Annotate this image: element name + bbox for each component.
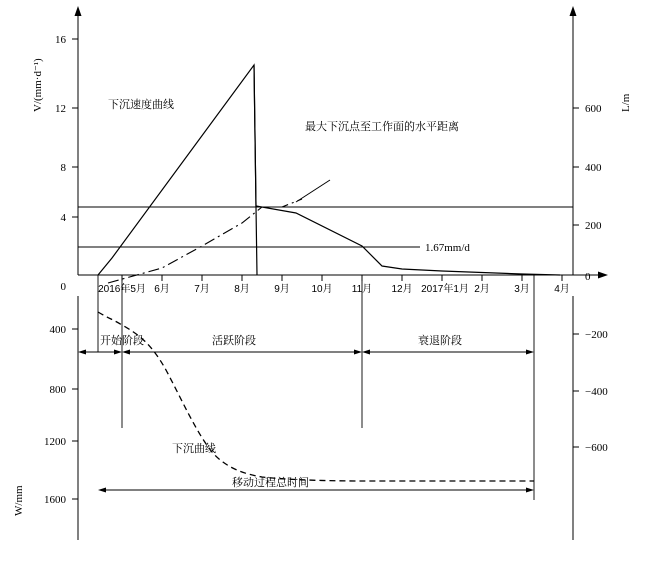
l-axis-ticks bbox=[573, 103, 602, 283]
right-bottom-ticks bbox=[573, 329, 608, 454]
l-axis bbox=[570, 6, 577, 275]
stage-label-decline: 衰退阶段 bbox=[418, 335, 462, 347]
x-tick-10: 3月 bbox=[514, 284, 530, 295]
l-tick-400: 400 bbox=[585, 162, 602, 174]
w-tick-800: 800 bbox=[49, 384, 66, 396]
x-tick-7: 12月 bbox=[391, 284, 413, 295]
annotation-leader-line bbox=[296, 180, 330, 202]
x-tick-0: 2016年5月 bbox=[98, 284, 146, 295]
x-tick-5: 10月 bbox=[311, 284, 333, 295]
r-tick--400: −400 bbox=[585, 386, 608, 398]
x-tick-3: 8月 bbox=[234, 284, 250, 295]
x-tick-11: 4月 bbox=[554, 284, 570, 295]
v-tick-12: 12 bbox=[55, 103, 66, 115]
velocity-curve-fall bbox=[254, 65, 560, 275]
x-tick-6: 11月 bbox=[351, 284, 373, 295]
v-axis-ticks bbox=[55, 34, 78, 293]
l-tick-600: 600 bbox=[585, 103, 602, 115]
max-distance-label: 最大下沉点至工作面的水平距离 bbox=[305, 121, 459, 133]
w-tick-400: 400 bbox=[49, 324, 66, 336]
v-axis-label: V/(mm·d⁻¹) bbox=[32, 58, 44, 112]
l-tick-0: 0 bbox=[585, 271, 591, 283]
w-axis-label: W/mm bbox=[13, 485, 25, 516]
time-axis-labels bbox=[98, 282, 570, 295]
stage-label-start: 开始阶段 bbox=[100, 335, 144, 347]
x-tick-1: 6月 bbox=[154, 284, 170, 295]
v-axis bbox=[75, 6, 82, 275]
stage-dividers bbox=[98, 275, 534, 500]
v-tick-4: 4 bbox=[60, 212, 66, 224]
v-tick-0: 0 bbox=[60, 281, 66, 293]
x-tick-2: 7月 bbox=[194, 284, 210, 295]
velocity-curve-label: 下沉速度曲线 bbox=[108, 99, 174, 111]
w-axis-ticks bbox=[44, 324, 78, 506]
threshold-label: 1.67mm/d bbox=[425, 242, 470, 254]
stage-arrows bbox=[78, 350, 534, 493]
x-tick-8: 2017年1月 bbox=[421, 284, 469, 295]
x-tick-4: 9月 bbox=[274, 284, 290, 295]
stage-label-active: 活跃阶段 bbox=[212, 335, 256, 347]
max-point-distance-curve bbox=[108, 199, 302, 283]
time-axis-ticks bbox=[122, 275, 562, 281]
velocity-curve-rise bbox=[98, 65, 257, 275]
subsidence-curve-label: 下沉曲线 bbox=[172, 443, 216, 455]
subsidence-curve bbox=[98, 312, 534, 481]
w-tick-1200: 1200 bbox=[44, 436, 66, 448]
v-tick-16: 16 bbox=[55, 34, 66, 46]
total-time-label: 移动过程总时间 bbox=[232, 477, 309, 489]
v-tick-8: 8 bbox=[60, 162, 66, 174]
time-axis bbox=[78, 272, 608, 279]
l-tick-200: 200 bbox=[585, 220, 602, 232]
x-tick-9: 2月 bbox=[474, 284, 490, 295]
r-tick--600: −600 bbox=[585, 442, 608, 454]
l-axis-label: L/m bbox=[620, 93, 632, 112]
w-tick-1600: 1600 bbox=[44, 494, 66, 506]
r-tick--200: −200 bbox=[585, 329, 608, 341]
